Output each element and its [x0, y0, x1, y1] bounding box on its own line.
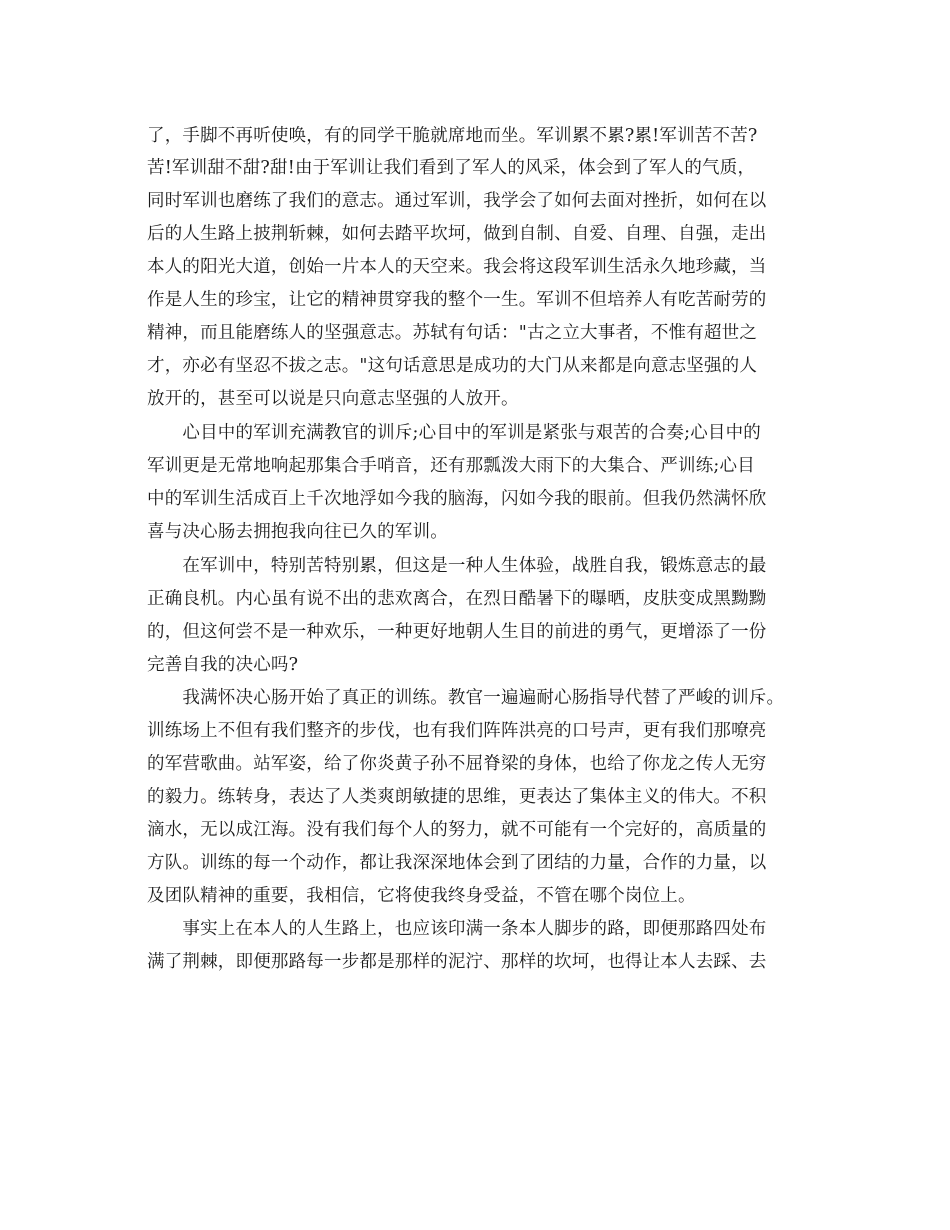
text-line: 本人的阳光大道，创始一片本人的天空来。我会将这段军训生活永久地珍藏，当: [147, 257, 767, 277]
text-line: 的，但这何尝不是一种欢乐，一种更好地朝人生目的前进的勇气，更增添了一份: [147, 622, 767, 642]
text-line: 的军营歌曲。站军姿，给了你炎黄子孙不屈脊梁的身体，也给了你龙之传人无穷: [147, 754, 767, 774]
text-line: 的毅力。练转身，表达了人类爽朗敏捷的思维，更表达了集体主义的伟大。不积: [147, 787, 767, 807]
text-line: 后的人生路上披荆斩棘，如何去踏平坎坷，做到自制、自爱、自理、自强，走出: [147, 224, 767, 244]
text-line: 作是人生的珍宝，让它的精神贯穿我的整个一生。军训不但培养人有吃苦耐劳的: [147, 290, 767, 310]
text-line: 及团队精神的重要，我相信，它将使我终身受益，不管在哪个岗位上。: [147, 886, 696, 906]
text-line: 事实上在本人的人生路上，也应该印满一条本人脚步的路，即便那路四处布: [147, 919, 767, 939]
text-line: 心目中的军训充满教官的训斥;心目中的军训是紧张与艰苦的合奏;心目中的: [147, 423, 761, 443]
text-line: 我满怀决心肠开始了真正的训练。教官一遍遍耐心肠指导代替了严峻的训斥。: [147, 688, 785, 708]
text-line: 在军训中，特别苦特别累，但这是一种人生体验，战胜自我，锻炼意志的最: [147, 556, 767, 576]
text-line: 滴水，无以成江海。没有我们每个人的努力，就不可能有一个完好的，高质量的: [147, 820, 767, 840]
text-line: 喜与决心肠去拥抱我向往已久的军训。: [147, 522, 448, 542]
text-line: 满了荆棘，即便那路每一步都是那样的泥泞、那样的坎坷，也得让本人去踩、去: [147, 952, 767, 972]
text-line: 同时军训也磨练了我们的意志。通过军训，我学会了如何去面对挫折，如何在以: [147, 191, 767, 211]
text-line: 精神，而且能磨练人的坚强意志。苏轼有句话："古之立大事者，不惟有超世之: [147, 323, 758, 343]
text-line: 方队。训练的每一个动作，都让我深深地体会到了团结的力量，合作的力量，以: [147, 853, 767, 873]
text-line: 军训更是无常地响起那集合手哨音，还有那瓢泼大雨下的大集合、严训练;心目: [147, 456, 755, 476]
text-line: 放开的，甚至可以说是只向意志坚强的人放开。: [147, 389, 519, 409]
text-line: 正确良机。内心虽有说不出的悲欢离合，在烈日酷暑下的曝晒，皮肤变成黑黝黝: [147, 589, 767, 609]
text-line: 苦!军训甜不甜?甜!由于军训让我们看到了军人的风采，体会到了军人的气质，: [147, 158, 756, 178]
text-line: 完善自我的决心吗?: [147, 655, 299, 675]
text-line: 中的军训生活成百上千次地浮如今我的脑海，闪如今我的眼前。但我仍然满怀欣: [147, 489, 767, 509]
text-line: 了，手脚不再听使唤，有的同学干脆就席地而坐。军训累不累?累!军训苦不苦?: [147, 126, 758, 146]
text-line: 训练场上不但有我们整齐的步伐，也有我们阵阵洪亮的口号声，更有我们那嘹亮: [147, 721, 767, 741]
text-line: 才，亦必有坚忍不拔之志。"这句话意思是成功的大门从来都是向意志坚强的人: [147, 356, 758, 376]
